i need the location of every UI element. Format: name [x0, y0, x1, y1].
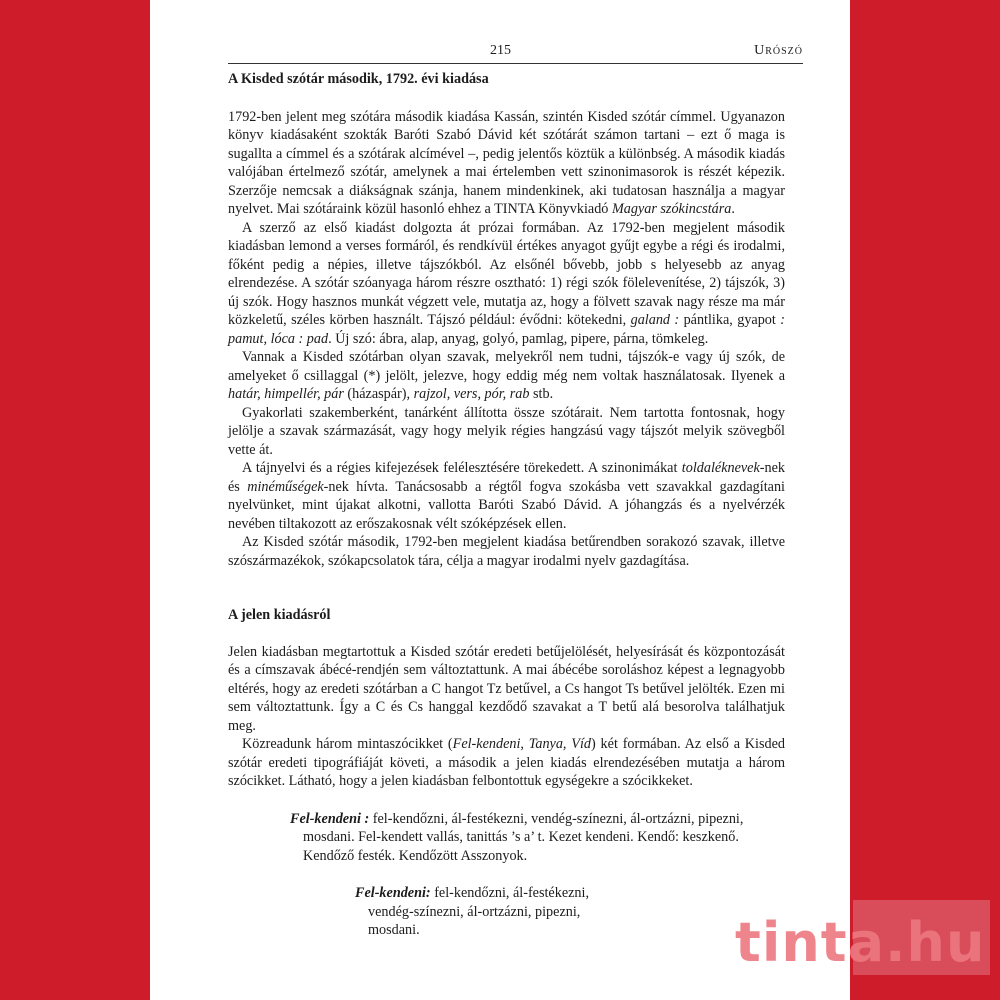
section-title: A jelen kiadásról	[228, 607, 331, 623]
dictionary-entry-current: Fel-kendeni: fel-kendőzni, ál-festékezni, vendég-színezni, ál-ortzázni, pipezni, mosdani.	[355, 885, 590, 938]
paragraph: Vannak a Kisded szótárban olyan szavak, melyekről nem tudni, tájszók-e vagy új szók, de amelyeket ő csillaggal (*) jelölt, jelezve, hogy eddig még nem voltak használatosak. Ilyenek a határ, himpellér, pár (házaspár), rajzol, vers, pór, rab stb.	[228, 349, 785, 402]
page-number: 215	[490, 43, 511, 58]
entry-headword: Fel-kendeni :	[290, 810, 370, 827]
watermark-logo: tinta.hu	[735, 911, 986, 974]
paragraph: 1792-ben jelent meg szótára második kiadása Kassán, szintén Kisded szótár címmel. Ugyanazon könyv kiadásaként szokták Baróti Szabó Dávid két szótárát számon tartani – ezt ő maga is sugallta a címmel és a szótárak alcímével –, pedig jelentős köztük a különbség. A második kiadás valójában értelmező szótár, amelynek a mai értelemben vett szinonimasorok is részét képezik. Szerzője nemcsak a diákságnak szánja, hanem mindenkinek, aki tudatosan használja a magyar nyelvet. Mai szótáraink közül hasonló ehhez a TINTA Könyvkiadó Magyar szókincstára.	[228, 108, 785, 217]
page-content	[228, 70, 785, 940]
paragraph: A tájnyelvi és a régies kifejezések felélesztésére törekedett. A szinonimákat toldaléknevek-nek és minéműségek-nek hívta. Tanácsosabb a régtől fogva szokásba vett szavakkal gazdagítani nyelvünket, mint újakat alkotni, vallotta Baróti Szabó Dávid. A jóhangzás és a nyelvérzék nevében tiltakozott az erőszakosnak vélt szóképzések ellen.	[228, 460, 785, 532]
paragraph: Gyakorlati szakemberként, tanárként állította össze szótárait. Nem tartotta fontosnak, hogy jelölje a szavak származását, vagy hogy melyik régies hangzású vagy tájszót melyik szövegből vette át.	[228, 404, 785, 458]
paragraph: Közreadunk három mintaszócikket (Fel-kendeni, Tanya, Víd) két formában. Az első a Kisded szótár eredeti tipográfiáját követi, a második a jelen kiadás elrendezésében mutatja a három szócikket. Látható, hogy a jelen kiadásban felbontottuk egységekre a szócikkeket.	[228, 736, 786, 789]
section-title: A Kisded szótár második, 1792. évi kiadása	[228, 71, 489, 87]
entry-headword: Fel-kendeni:	[355, 885, 431, 901]
paragraph: Az Kisded szótár második, 1792-ben megjelent kiadása betűrendben sorakozó szavak, illetve szószármazékok, szókapcsolatok tára, célja a magyar irodalmi nyelv gazdagítása.	[228, 534, 785, 569]
paragraph: Jelen kiadásban megtartottuk a Kisded szótár eredeti betűjelölését, helyesírását és központozását és a címszavak ábécé-rendjén sem változtattunk. A mai ábécébe soroláshoz képest a legnagyobb eltérés, hogy az eredeti szótárban a C hangot Tz betűvel, a Cs hangot Ts betűvel jelölték. Ezen mi sem változtattunk. Így a C és Cs hanggal kezdődő szavakat a T betű alá besorolva találhatjuk meg.	[228, 643, 785, 734]
page-header	[228, 43, 803, 64]
dictionary-entry-original: Fel-kendeni : fel-kendőzni, ál-festékezni, vendég-színezni, ál-ortzázni, pipezni, mosdani. Fel-kendett vallás, tanittás ’s a’ t. Kezet kendeni. Kendő: keszkenő. Kendőző festék. Kendőzött Asszonyok.	[290, 810, 744, 864]
book-page	[150, 0, 850, 1000]
paragraph: A szerző az első kiadást dolgozta át prózai formában. Az 1792-ben megjelent második kiadásban lemond a verses formáról, és rendkívül értékes anyagot gyűjt egybe a régi és irodalmi, főként pedig a népies, illetve tájszókból. Az elsőnél bővebb, jobb s helyesebb az anyag elrendezése. A szótár szóanyaga három részre osztható: 1) régi szók fölelevenítése, 2) tájszók, 3) új szók. Hogy hasznos munkát végzett vele, mutatja az, hogy a fölvett szavak nagy része ma már közkeletű, széles körben használt. Tájszó például: évődni: kötekedni, galand : pántlika, gyapot : pamut, lóca : pad. Új szó: ábra, alap, anyag, golyó, pamlag, pipere, párna, tömkeleg.	[228, 219, 785, 347]
running-head: Urószó	[754, 43, 803, 58]
